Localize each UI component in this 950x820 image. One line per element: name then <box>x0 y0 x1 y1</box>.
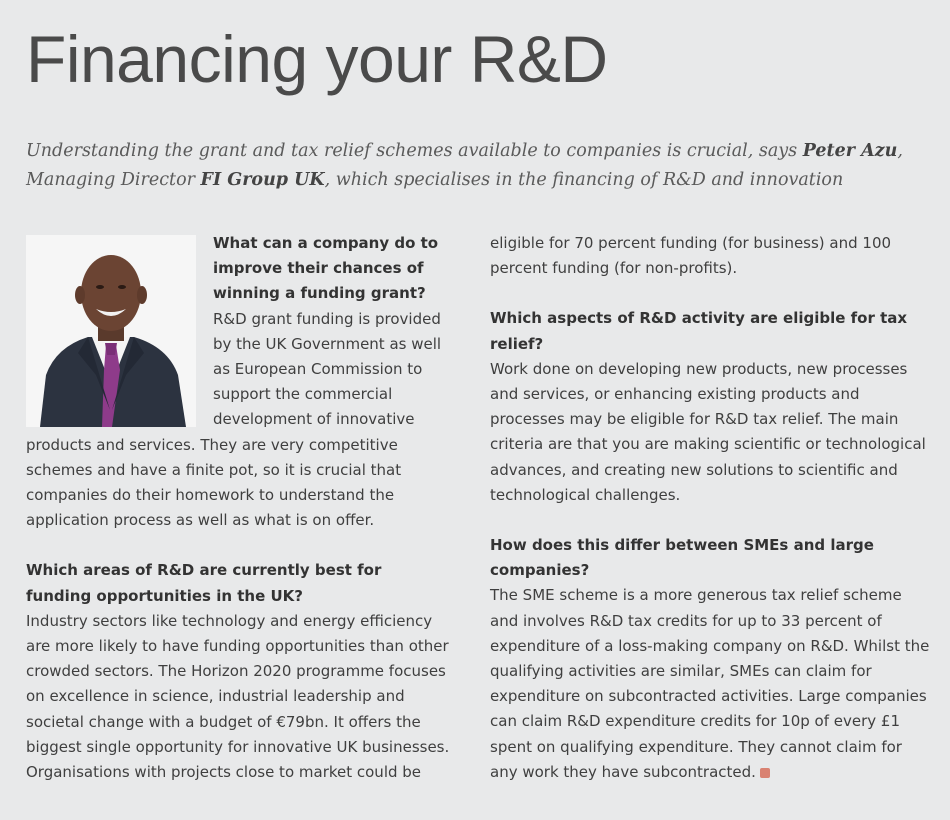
interviewee-name: Peter Azu <box>802 141 898 161</box>
company-name: FI Group UK <box>200 170 325 190</box>
end-of-article-mark-icon <box>760 768 770 778</box>
question-funding-areas: Which areas of R&D are currently best for funding opportunities in the UK? <box>26 561 382 605</box>
standfirst-text-1: Understanding the grant and tax relief schemes available to companies is crucial, says <box>26 141 803 161</box>
left-column <box>26 231 450 785</box>
answer-sme-vs-large <box>490 583 930 785</box>
portrait-illustration <box>26 235 196 427</box>
paragraph-gap <box>490 508 930 533</box>
answer-grant-chances: R&D grant funding is provided by the UK Government as well as European Commission to support the commercial development of innovative products and services. They are very competitive schemes and have a finite pot, so it is crucial that companies do their homework to understand the application process as well as what is on offer. <box>26 309 442 530</box>
question-tax-relief: Which aspects of R&D activity are eligible for tax relief? <box>490 309 908 353</box>
standfirst-text-2: , Managing Director <box>26 141 903 190</box>
right-column <box>490 231 930 785</box>
answer-sme-vs-large-text: The SME scheme is a more generous tax relief scheme and involves R&D tax credits for up to 33 percent of expenditure of a loss-making company on R&D. Whilst the qualifying activities are similar, SMEs can claim for expenditure on subcontracted activities. Large companies can claim R&D expenditure credits for 10p of every £1 spent on qualifying expenditure. They cannot claim for any work they have subcontracted. <box>490 586 930 781</box>
article-title: Financing your R&D <box>26 22 608 96</box>
answer-funding-areas: Industry sectors like technology and energy efficiency are more likely to have funding opportunities than other crowded sectors. The Horizon 2020 programme focuses on excellence in science, industrial leadership and societal change with a budget of €79bn. It offers the biggest single opportunity for innovative UK businesses. Organisations with projects close to market could be <box>26 611 450 782</box>
question-grant-chances: What can a company do to improve their chances of winning a funding grant? <box>213 234 439 303</box>
paragraph-gap <box>26 533 450 558</box>
answer-funding-areas-continued: eligible for 70 percent funding (for business) and 100 percent funding (for non-profits). <box>490 234 892 278</box>
paragraph-gap <box>490 281 930 306</box>
interviewee-photo <box>26 235 196 427</box>
question-sme-vs-large: How does this differ between SMEs and large companies? <box>490 536 874 580</box>
article-standfirst <box>26 137 936 195</box>
answer-tax-relief: Work done on developing new products, new processes and services, or enhancing existing products and processes may be eligible for R&D tax relief. The main criteria are that you are making scientific or technological advances, and creating new solutions to scientific and technological challenges. <box>490 359 926 504</box>
standfirst-text-3: , which specialises in the financing of R&D and innovation <box>324 170 844 190</box>
